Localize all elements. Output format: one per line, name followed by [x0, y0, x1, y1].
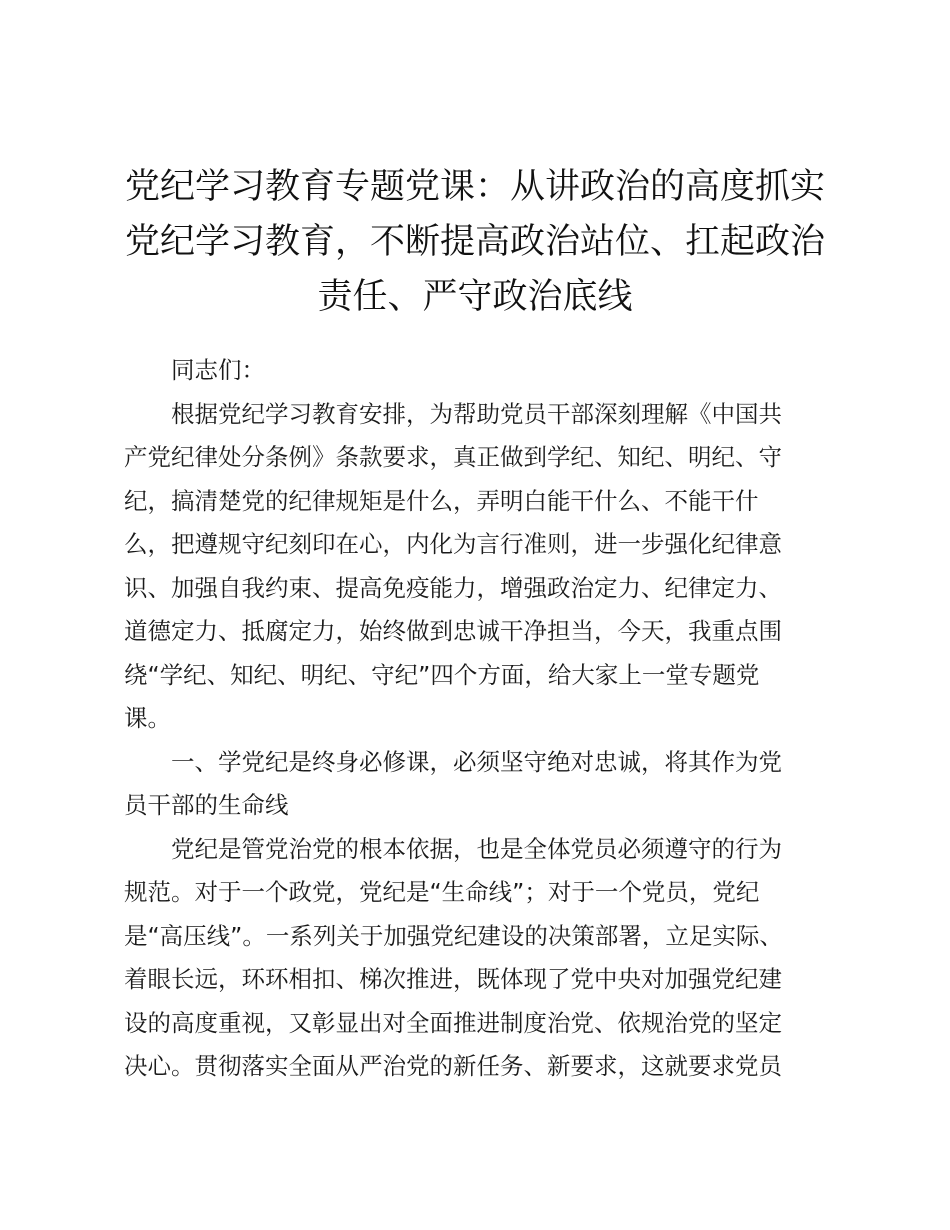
paragraph-line: 党纪是管党治党的根本依据，也是全体党员必须遵守的行为	[171, 834, 782, 863]
title-line: 党纪学习教育专题党课：从讲政治的高度抓实	[124, 167, 825, 207]
section-heading	[124, 741, 826, 828]
paragraph-line: 设的高度重视，又彰显出对全面推进制度治党、依规治党的坚定	[124, 1008, 782, 1037]
intro-paragraph	[124, 393, 826, 741]
document-body	[124, 349, 826, 1089]
paragraph-line: 课。	[124, 704, 171, 732]
paragraph-line: 决心。贯彻落实全面从严治党的新任务、新要求，这就要求党员	[124, 1052, 782, 1080]
document-title	[124, 160, 826, 325]
paragraph-line: 识、加强自我约束、提高免疫能力，增强政治定力、纪律定力、	[124, 573, 782, 602]
paragraph-line: 产党纪律处分条例》条款要求，真正做到学纪、知纪、明纪、守	[124, 443, 782, 471]
paragraph-line: 道德定力、抵腐定力，始终做到忠诚干净担当，今天，我重点围	[124, 617, 782, 645]
title-line: 责任、严守政治底线	[317, 277, 633, 317]
paragraph-line: 纪，搞清楚党的纪律规矩是什么，弄明白能干什么、不能干什	[124, 486, 759, 515]
paragraph-line: 么，把遵规守纪刻印在心，内化为言行准则，进一步强化纪律意	[124, 530, 782, 558]
heading-line: 员干部的生命线	[124, 791, 289, 819]
salutation: 同志们：	[171, 356, 265, 384]
section-paragraph	[124, 828, 826, 1089]
paragraph-line: 着眼长远，环环相扣、梯次推进，既体现了党中央对加强党纪建	[124, 965, 782, 993]
title-line: 党纪学习教育，不断提高政治站位、扛起政治	[124, 222, 825, 262]
document-page	[124, 160, 826, 1089]
paragraph-line: 规范。对于一个政党，党纪是“生命线”；对于一个党员，党纪	[124, 878, 760, 906]
paragraph-line: 是“高压线”。一系列关于加强党纪建设的决策部署，立足实际、	[124, 921, 783, 950]
heading-line: 一、学党纪是终身必修课，必须坚守绝对忠诚，将其作为党	[171, 747, 782, 776]
paragraph-line: 根据党纪学习教育安排，为帮助党员干部深刻理解《中国共	[171, 399, 782, 428]
paragraph-line: 绕“学纪、知纪、明纪、守纪”四个方面，给大家上一堂专题党	[124, 660, 760, 689]
